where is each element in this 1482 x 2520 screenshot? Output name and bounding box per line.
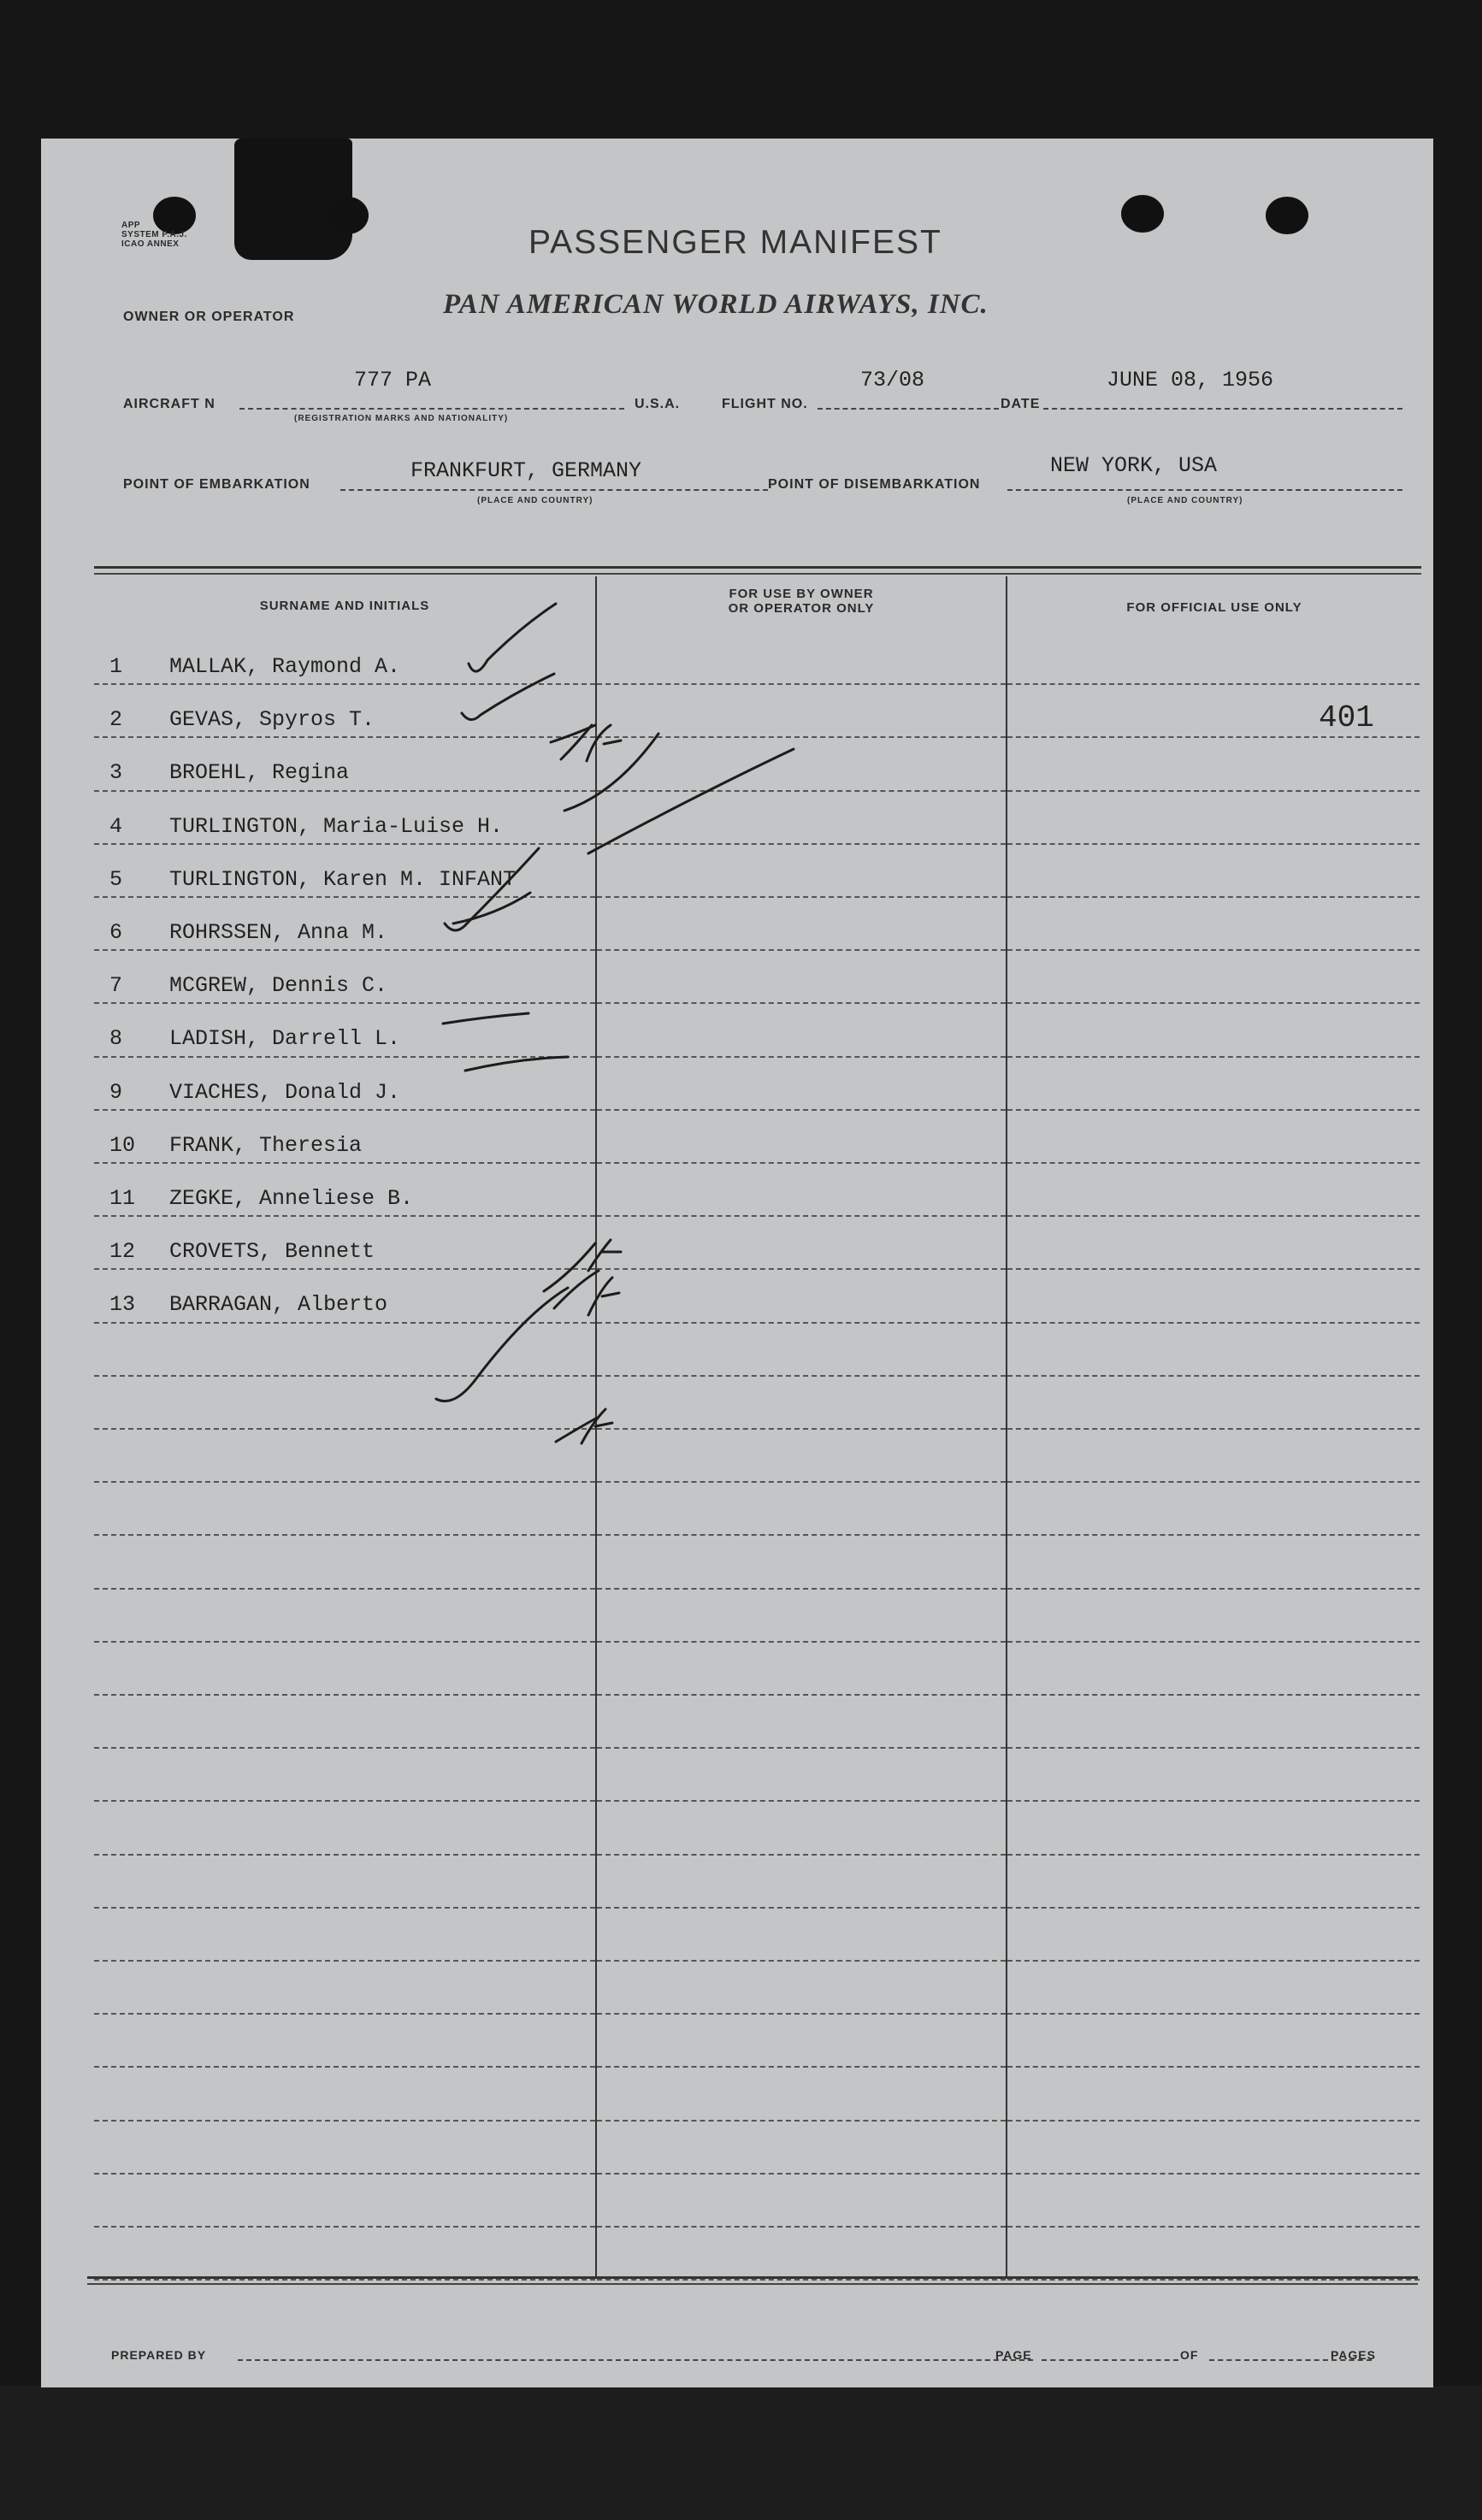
passenger-name: BARRAGAN, Alberto (169, 1292, 388, 1318)
aircraft-sublabel: (REGISTRATION MARKS AND NATIONALITY) (294, 414, 509, 423)
check-mark (445, 848, 539, 930)
embark-sublabel: (PLACE AND COUNTRY) (477, 496, 593, 505)
prepared-by-label: PREPARED BY (111, 2348, 207, 2362)
passenger-name: LADISH, Darrell L. (169, 1026, 401, 1052)
passenger-name: FRANK, Theresia (169, 1132, 363, 1158)
passenger-name: MALLAK, Raymond A. (169, 654, 401, 679)
row-number: 13 (109, 1292, 136, 1318)
page-label: PAGE (995, 2348, 1032, 2362)
page-title: PASSENGER MANIFEST (528, 224, 942, 261)
passenger-name: BROEHL, Regina (169, 760, 350, 786)
owner-label: OWNER OR OPERATOR (123, 310, 295, 324)
passenger-name: ROHRSSEN, Anna M. (169, 920, 388, 945)
embark-label: POINT OF EMBARKATION (123, 477, 310, 492)
passenger-name: TURLINGTON, Karen M. INFANT (169, 866, 517, 892)
check-mark (544, 1240, 621, 1315)
approval-stamp: APP SYSTEM P.A.J. ICAO ANNEX (121, 221, 187, 249)
manifest-page (41, 139, 1433, 2387)
check-mark (462, 674, 554, 720)
disembark-sublabel: (PLACE AND COUNTRY) (1127, 496, 1243, 505)
flight-label: FLIGHT NO. (722, 397, 808, 411)
aircraft-value: 777 PA (354, 368, 432, 392)
date-label: DATE (1001, 397, 1041, 411)
disembark-value: NEW YORK, USA (1050, 453, 1218, 478)
column-header-owner-use: FOR USE BY OWNER OR OPERATOR ONLY (728, 587, 875, 616)
row-number: 6 (109, 920, 123, 945)
column-header-official-use: FOR OFFICIAL USE ONLY (1126, 600, 1302, 615)
passenger-name: CROVETS, Bennett (169, 1239, 375, 1265)
official-use-entry: 401 (1319, 700, 1374, 736)
check-mark (564, 734, 658, 811)
scan-background (0, 2386, 1482, 2520)
check-mark (436, 1288, 568, 1402)
row-number: 2 (109, 707, 123, 733)
passenger-name: VIACHES, Donald J. (169, 1079, 401, 1105)
of-label: OF (1180, 2348, 1199, 2362)
check-mark (465, 1057, 568, 1071)
aircraft-label: AIRCRAFT N (123, 397, 216, 411)
row-number: 7 (109, 973, 123, 999)
check-mark (556, 1409, 612, 1443)
passenger-name: ZEGKE, Anneliese B. (169, 1186, 414, 1211)
check-mark (443, 1013, 528, 1024)
row-number: 5 (109, 866, 123, 892)
passenger-name: MCGREW, Dennis C. (169, 973, 388, 999)
row-number: 8 (109, 1026, 123, 1052)
row-number: 4 (109, 813, 123, 839)
usa-label: U.S.A. (635, 397, 681, 411)
row-number: 10 (109, 1132, 136, 1158)
embark-value: FRANKFURT, GERMANY (410, 458, 642, 483)
check-mark (469, 604, 556, 671)
passenger-name: TURLINGTON, Maria-Luise H. (169, 813, 504, 839)
row-number: 12 (109, 1239, 136, 1265)
pages-label: PAGES (1331, 2348, 1376, 2362)
row-number: 1 (109, 654, 123, 679)
check-mark (551, 725, 621, 761)
row-number: 3 (109, 760, 123, 786)
operator-name: PAN AMERICAN WORLD AIRWAYS, INC. (443, 289, 989, 320)
date-value: JUNE 08, 1956 (1107, 368, 1274, 392)
check-mark (588, 749, 794, 853)
passenger-name: GEVAS, Spyros T. (169, 707, 375, 733)
row-number: 9 (109, 1079, 123, 1105)
flight-value: 73/08 (860, 368, 925, 392)
disembark-label: POINT OF DISEMBARKATION (768, 477, 981, 492)
column-header-surname: SURNAME AND INITIALS (259, 599, 430, 613)
handwritten-marks (41, 139, 1433, 2387)
row-number: 11 (109, 1186, 136, 1211)
